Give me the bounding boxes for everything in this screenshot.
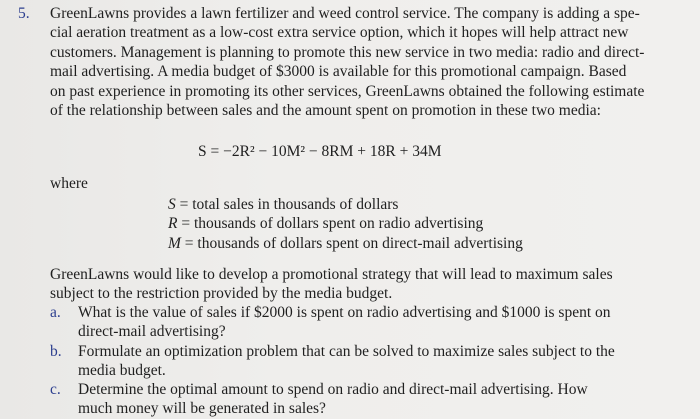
strategy-paragraph bbox=[50, 265, 635, 304]
question-line: direct-mail advertising? bbox=[78, 323, 226, 341]
definition-row bbox=[168, 234, 523, 253]
definition-symbol: R bbox=[168, 215, 178, 233]
question-letter: a. bbox=[50, 304, 61, 321]
question-line: much money will be generated in sales? bbox=[78, 400, 326, 418]
definition-symbol: S bbox=[168, 196, 176, 213]
definition-symbol: M bbox=[168, 234, 181, 252]
question-text bbox=[78, 342, 635, 381]
intro-line: of the relationship between sales and the amount spent on promotion in these two media: bbox=[50, 102, 601, 120]
definition-row bbox=[168, 195, 523, 214]
problem-intro-paragraph bbox=[50, 4, 645, 120]
variable-definitions bbox=[168, 195, 523, 253]
intro-line: mail advertising. A media budget of $3000 is available for this promotional campaign. Based bbox=[50, 63, 627, 81]
intro-line: on past experience in promoting its other services, GreenLawns obtained the following estimate bbox=[50, 82, 645, 100]
strategy-line: GreenLawns would like to develop a promotional strategy that will lead to maximum sales bbox=[50, 266, 613, 283]
question-line: Formulate an optimization problem that can be solved to maximize sales subject to the bbox=[78, 343, 615, 360]
intro-line: GreenLawns provides a lawn fertilizer and weed control service. The company is adding a spe- bbox=[50, 5, 640, 22]
question-a bbox=[50, 303, 635, 342]
strategy-line: subject to the restriction provided by the media budget. bbox=[50, 285, 393, 303]
question-line: Determine the optimal amount to spend on radio and direct-mail advertising. How bbox=[78, 381, 588, 398]
sales-equation: S = −2R² − 10M² − 8RM + 18R + 34M bbox=[198, 143, 442, 160]
definition-text: = total sales in thousands of dollars bbox=[179, 196, 399, 213]
problem-number: 5. bbox=[18, 5, 30, 22]
question-text bbox=[78, 303, 635, 342]
question-letter: b. bbox=[50, 343, 62, 360]
where-label: where bbox=[50, 175, 88, 192]
question-c bbox=[50, 380, 635, 419]
definition-text: = thousands of dollars spent on radio advertising bbox=[181, 215, 484, 233]
question-letter: c. bbox=[50, 381, 61, 398]
definition-row bbox=[168, 214, 523, 233]
question-text bbox=[78, 380, 635, 419]
question-b bbox=[50, 342, 635, 381]
question-line: What is the value of sales if $2000 is spent on radio advertising and $1000 is spent on bbox=[78, 304, 611, 321]
intro-line: cial aeration treatment as a low-cost extra service option, which it hopes will help attract new bbox=[50, 24, 629, 42]
question-line: media budget. bbox=[78, 362, 166, 380]
definition-text: = thousands of dollars spent on direct-mail advertising bbox=[184, 234, 523, 252]
intro-line: customers. Management is planning to promote this new service in two media: radio and direct- bbox=[50, 43, 645, 61]
